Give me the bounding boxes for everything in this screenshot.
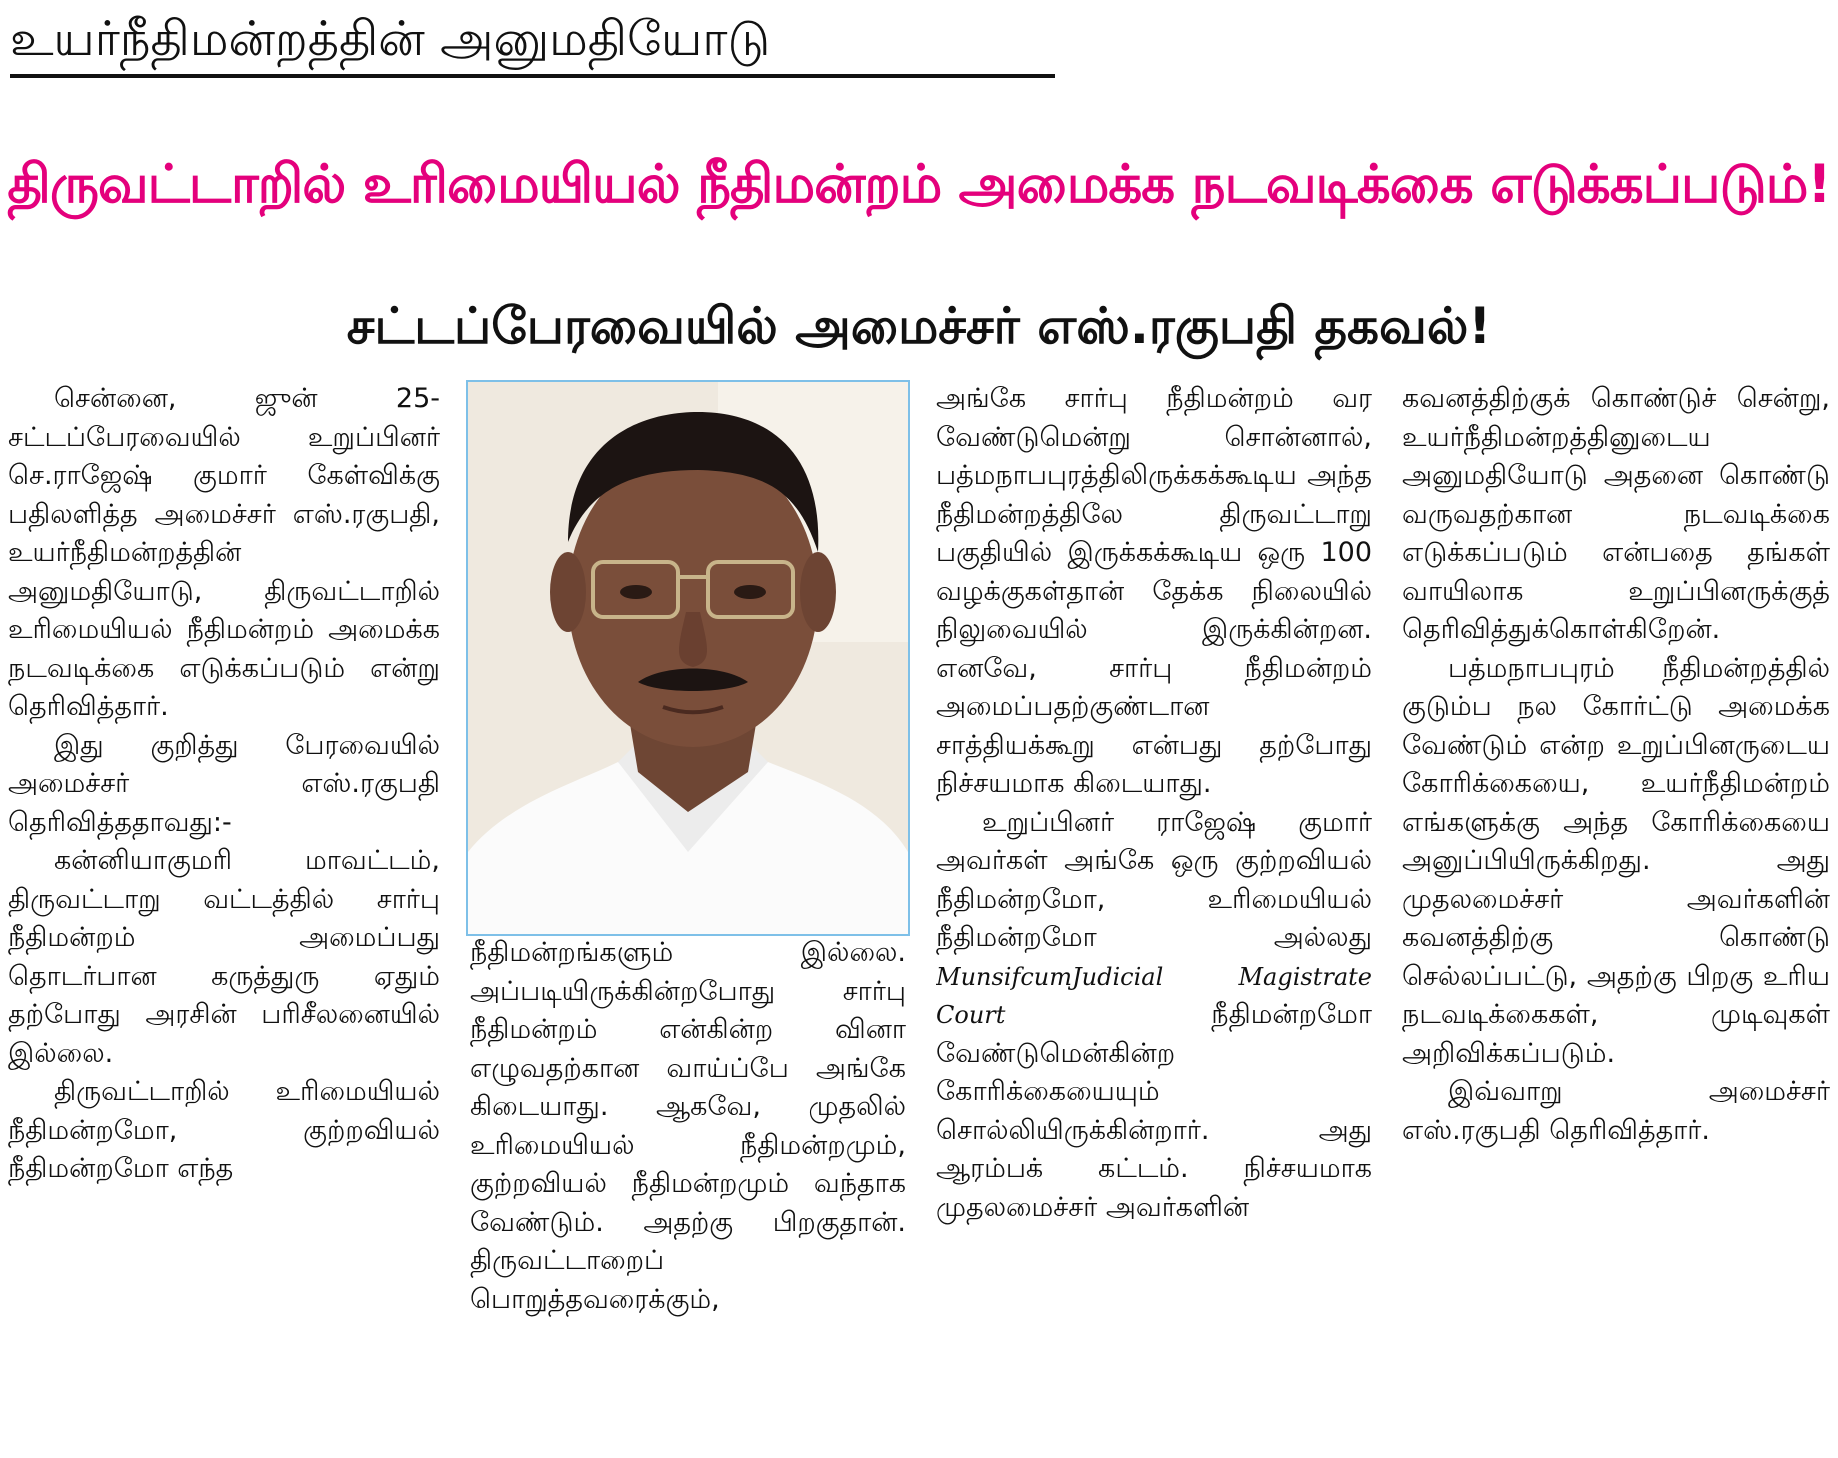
portrait-photo-icon [468,382,908,934]
subheadline: சட்டப்பேரவையில் அமைச்சர் எஸ்.ரகுபதி தகவல்! [346,297,1492,355]
article-column-1 [8,380,440,1458]
paragraph-text: சட்டப்பேரவையில் உறுப்பினர் செ.ராஜேஷ் குமார் கேள்விக்கு பதிலளித்த அமைச்சர் எஸ்.ரகுபதி, உயர்நீதிமன்றத்தின் அனுமதியோடு, திருவட்டாறில் உரிமையியல் நீதிமன்றம் அமைக்க நடவடிக்கை எடுக்கப்படும் என்று தெரிவித்தார். [8,421,440,722]
portrait-photo [466,380,910,936]
article-paragraph [8,380,440,727]
court-name-latin: MunsifcumJudicial Magistrate Court [936,962,1372,1029]
article-paragraph [936,804,1372,1228]
article-paragraph: கவனத்திற்குக் கொண்டுச் சென்று, உயர்நீதிமன்றத்தினுடைய அனுமதியோடு அதனை கொண்டு வருவதற்கான நடவடிக்கை எடுக்கப்படும் என்பதை தங்கள் வாயிலாக உறுப்பினருக்குத் தெரிவித்துக்கொள்கிறேன். [1402,383,1830,645]
article-paragraph: இது குறித்து பேரவையில் அமைச்சர் எஸ்.ரகுபதி தெரிவித்ததாவது:- [8,729,440,838]
kicker-heading: உயர்நீதிமன்றத்தின் அனுமதியோடு [10,4,1055,78]
dateline: சென்னை, ஜுன் 25- [54,383,440,414]
paragraph-text: நீதிமன்றமோ வேண்டுமென்கின்ற கோரிக்கையையும் சொல்லியிருக்கின்றார். அது ஆரம்பக் கட்டம். நிச்சயமாக முதலமைச்சர் அவர்களின் [936,999,1372,1223]
article-paragraph: கன்னியாகுமரி மாவட்டம், திருவட்டாறு வட்டத்தில் சார்பு நீதிமன்றம் அமைப்பது தொடர்பான கருத்துரு ஏதும் தற்போது அரசின் பரிசீலனையில் இல்லை. [8,845,440,1069]
article-column-2 [470,934,906,1458]
article-paragraph: இவ்வாறு அமைச்சர் எஸ்.ரகுபதி தெரிவித்தார். [1402,1076,1830,1146]
article-paragraph: அங்கே சார்பு நீதிமன்றம் வர வேண்டுமென்று சொன்னால், பத்மநாபபுரத்திலிருக்கக்கூடிய அந்த நீதிமன்றத்திலே திருவட்டாறு பகுதியில் இருக்கக்கூடிய ஒரு 100 வழக்குகள்தான் தேக்க நிலையில் நிலுவையில் இருக்கின்றன. எனவே, சார்பு நீதிமன்றம் அமைப்பதற்குண்டான சாத்தியக்கூறு என்பது தற்போது நிச்சயமாக கிடையாது. [936,383,1372,799]
paragraph-text: உறுப்பினர் ராஜேஷ் குமார் அவர்கள் அங்கே ஒரு குற்றவியல் நீதிமன்றமோ, உரிமையியல் நீதிமன்றமோ அல்லது [936,806,1372,953]
article-column-3 [936,380,1372,1458]
article-paragraph: திருவட்டாறில் உரிமையியல் நீதிமன்றமோ, குற்றவியல் நீதிமன்றமோ எந்த [8,1076,440,1184]
article-paragraph: நீதிமன்றங்களும் இல்லை. அப்படியிருக்கின்றபோது சார்பு நீதிமன்றம் என்கின்ற வினா எழுவதற்கான வாய்ப்பே அங்கே கிடையாது. ஆகவே, முதலில் உரிமையியல் நீதிமன்றமும், குற்றவியல் நீதிமன்றமும் வந்தாக வேண்டும். அதற்கு பிறகுதான். திருவட்டாறைப் பொறுத்தவரைக்கும், [470,937,906,1315]
headline: திருவட்டாறில் உரிமையியல் நீதிமன்றம் அமைக்க நடவடிக்கை எடுக்கப்படும்! [7,154,1831,215]
article-column-4 [1402,380,1830,1458]
article-paragraph: பத்மநாபபுரம் நீதிமன்றத்தில் குடும்ப நல கோர்ட்டு அமைக்க வேண்டும் என்ற உறுப்பினருடைய கோரிக்கையை, உயர்நீதிமன்றம் எங்களுக்கு அந்த கோரிக்கையை அனுப்பியிருக்கிறது. அது முதலமைச்சர் அவர்களின் கவனத்திற்கு கொண்டு செல்லப்பட்டு, அதற்கு பிறகு உரிய நடவடிக்கைகள், முடிவுகள் அறிவிக்கப்படும். [1402,652,1830,1069]
